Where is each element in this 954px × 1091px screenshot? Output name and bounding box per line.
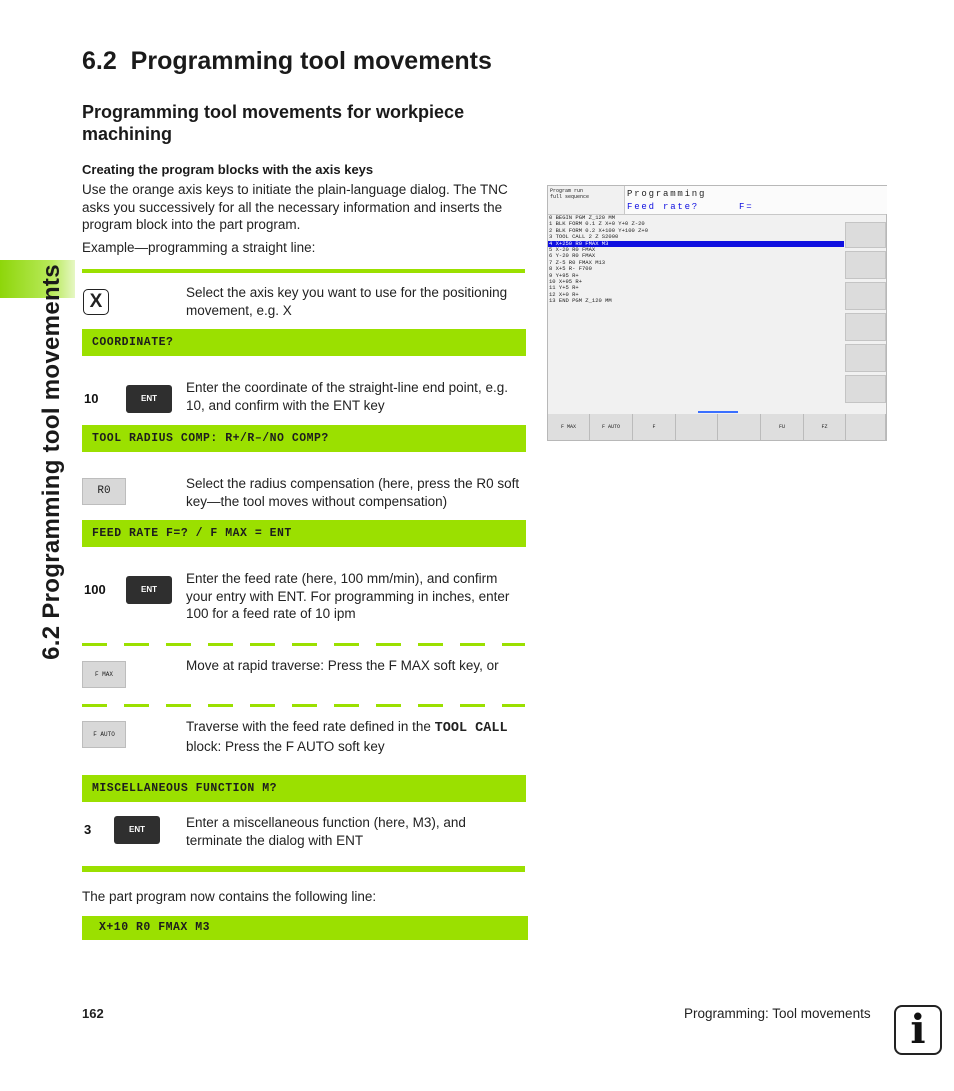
subheading: Programming tool movements for workpiece machining bbox=[82, 102, 465, 144]
softkey-empty[interactable] bbox=[676, 414, 718, 440]
dialog-bar-misc: MISCELLANEOUS FUNCTION M? bbox=[82, 775, 526, 802]
example-text: Example—programming a straight line: bbox=[82, 240, 316, 255]
result-text: The part program now contains the following line: bbox=[82, 889, 377, 904]
program-line[interactable]: 11 Y+5 R+ bbox=[549, 284, 579, 292]
softkey-empty[interactable] bbox=[846, 414, 886, 440]
vertical-softkey[interactable] bbox=[845, 282, 886, 310]
program-line[interactable]: 7 Z-5 R0 FMAX M13 bbox=[549, 258, 606, 266]
ent-key[interactable]: ENT bbox=[114, 816, 160, 844]
dialog-bar-radius: TOOL RADIUS COMP: R+/R–/NO COMP? bbox=[82, 425, 526, 452]
dashed-separator bbox=[82, 704, 525, 707]
fmax-instruction: Move at rapid traverse: Press the F MAX soft key, or bbox=[186, 658, 499, 673]
section-number: 6.2 bbox=[82, 47, 117, 75]
mode-display: Program run full sequence bbox=[550, 188, 590, 200]
dialog-area bbox=[624, 186, 887, 214]
vertical-softkey[interactable] bbox=[845, 251, 886, 279]
tool-call-code: TOOL CALL bbox=[434, 721, 508, 736]
misc-instruction: Enter a miscellaneous function (here, M3), and terminate the dialog with ENT bbox=[186, 815, 466, 848]
program-line[interactable]: 13 END PGM Z_120 MM bbox=[549, 297, 612, 305]
misc-value: 3 bbox=[84, 822, 92, 837]
vertical-softkey[interactable] bbox=[845, 344, 886, 372]
ent-key[interactable]: ENT bbox=[126, 385, 172, 413]
program-line[interactable]: 2 BLK FORM 0.2 X+100 Y+100 Z+0 bbox=[549, 226, 649, 234]
softkey-fu[interactable]: FU bbox=[761, 414, 804, 440]
vertical-softkey[interactable] bbox=[845, 375, 886, 403]
program-line-selected[interactable]: 4 X+250 R0 FMAX M3 bbox=[548, 241, 844, 247]
table-top-rule bbox=[82, 269, 525, 273]
program-line[interactable]: 1 BLK FORM 0.1 Z X+0 Y+0 Z-20 bbox=[549, 220, 645, 228]
dashed-separator bbox=[82, 643, 525, 646]
page-number: 162 bbox=[82, 1006, 104, 1021]
intro-paragraph: Use the orange axis keys to initiate the plain-language dialog. The TNC asks you successively for all the necessary information and inserts the program block into the part program. bbox=[82, 182, 508, 232]
footer-section: Programming: Tool movements bbox=[684, 1006, 871, 1021]
coordinate-instruction: Enter the coordinate of the straight-line end point, e.g. 10, and confirm with the ENT key bbox=[186, 380, 508, 413]
tnc-screen bbox=[547, 185, 887, 441]
program-line[interactable]: 12 X+0 R+ bbox=[549, 290, 579, 298]
dialog-prompt-line: Feed rate? F= bbox=[627, 202, 754, 212]
program-line[interactable]: 6 Y-20 R0 FMAX bbox=[549, 252, 596, 260]
x-axis-key[interactable]: X bbox=[83, 289, 109, 315]
vertical-softkey[interactable] bbox=[845, 222, 886, 248]
program-line[interactable]: 5 X-20 R0 FMAX bbox=[549, 245, 596, 253]
fauto-instruction: Traverse with the feed rate defined in the TOOL CALL block: Press the F AUTO soft key bbox=[186, 719, 508, 754]
vertical-softkey[interactable] bbox=[845, 313, 886, 341]
program-line[interactable]: 3 TOOL CALL 2 Z S2000 bbox=[549, 233, 619, 241]
program-line[interactable]: 0 BEGIN PGM Z_120 MM bbox=[549, 214, 616, 221]
fauto-soft-key[interactable]: F AUTO bbox=[82, 721, 126, 748]
ent-key[interactable]: ENT bbox=[126, 576, 172, 604]
program-line[interactable]: 9 Y+95 R+ bbox=[549, 271, 579, 279]
fmax-soft-key[interactable]: F MAX bbox=[82, 661, 126, 688]
feed-value: 100 bbox=[84, 582, 106, 597]
radius-instruction: Select the radius compensation (here, press the R0 soft key—the tool moves without compensation) bbox=[186, 476, 520, 509]
feed-instruction: Enter the feed rate (here, 100 mm/min), and confirm your entry with ENT. For programming in inches, enter 100 for a feed rate of 10 ipm bbox=[186, 571, 510, 621]
result-code-line: X+10 R0 FMAX M3 bbox=[82, 916, 528, 940]
softkey-fmax[interactable]: F MAX bbox=[548, 414, 590, 440]
dialog-title: Programming bbox=[627, 189, 707, 199]
info-icon: i bbox=[894, 1005, 942, 1055]
program-line[interactable]: 10 X+95 R+ bbox=[549, 277, 583, 285]
softkey-fz[interactable]: FZ bbox=[804, 414, 846, 440]
page-title bbox=[82, 47, 492, 76]
r0-soft-key[interactable]: R0 bbox=[82, 478, 126, 505]
softkey-empty[interactable] bbox=[718, 414, 761, 440]
program-listing bbox=[548, 215, 844, 304]
softkey-f[interactable]: F bbox=[633, 414, 676, 440]
section-title: Programming tool movements bbox=[130, 47, 492, 75]
axis-instruction: Select the axis key you want to use for the positioning movement, e.g. X bbox=[186, 285, 508, 318]
program-line[interactable]: 8 X+5 R- F700 bbox=[549, 265, 592, 273]
coordinate-value: 10 bbox=[84, 391, 99, 406]
softkey-fauto[interactable]: F AUTO bbox=[590, 414, 633, 440]
dialog-bar-feed: FEED RATE F=? / F MAX = ENT bbox=[82, 520, 526, 547]
subsubheading: Creating the program blocks with the axis keys bbox=[82, 162, 374, 177]
dialog-bar-coordinate: COORDINATE? bbox=[82, 329, 526, 356]
scrollbar-indicator[interactable] bbox=[698, 411, 738, 413]
table-bottom-rule bbox=[82, 866, 525, 872]
